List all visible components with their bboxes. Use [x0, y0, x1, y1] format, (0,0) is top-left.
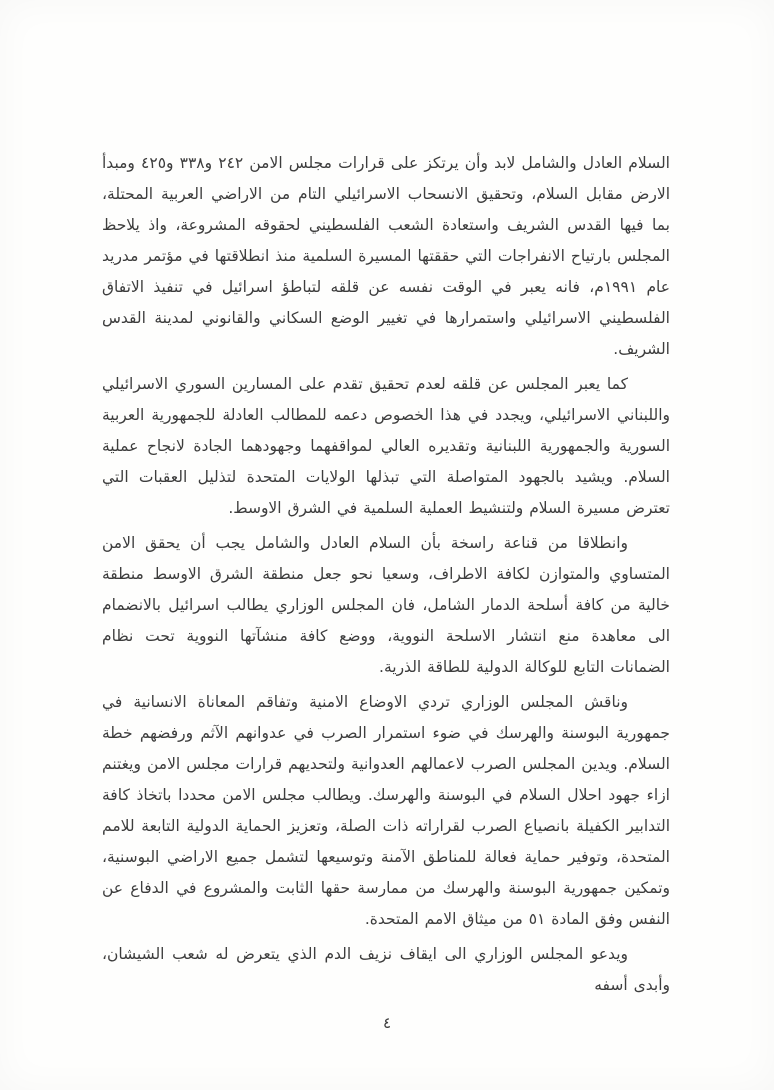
paragraph-bosnia-herzegovina: وناقش المجلس الوزاري تردي الاوضاع الامنية وتفاقم المعاناة الانسانية في جمهورية البوسنة والهرسك في ضوء استمرار الصرب في عدوانهم الآثم ورفضهم خطة السلام. ويدين المجلس الصرب لاعمالهم العدوانية ولتحديهم قرارات مجلس الامن ويغتنم ازاء جهود احلال السلام في البوسنة والهرسك. ويطالب مجلس الامن محددا باتخاذ كافة التدابير الكفيلة بانصياع الصرب لقراراته ذات الصلة، وتعزيز الحماية الدولية التابعة للامم المتحدة، وتوفير حماية فعالة للمناطق الآمنة وتوسيعها لتشمل جميع الاراضي البوسنية، وتمكين جمهورية البوسنة والهرسك من ممارسة حقها الثابت والمشروع في الدفاع عن النفس وفق المادة ٥١ من ميثاق الامم المتحدة.: [102, 693, 670, 928]
paragraph-peace-resolutions: السلام العادل والشامل لابد وأن يرتكز على قرارات مجلس الامن ٢٤٢ و٣٣٨ و٤٢٥ ومبدأ الارض مقابل السلام، وتحقيق الانسحاب الاسرائيلي التام من الاراضي العربية المحتلة، بما فيها القدس الشريف واستعادة الشعب الفلسطيني لحقوقه المشروعة، واذ يلاحظ المجلس بارتياح الانفراجات التي حققتها المسيرة السلمية منذ انطلاقتها في مؤتمر مدريد عام ١٩٩١م، فانه يعبر في الوقت نفسه عن قلقه لتباطؤ اسرائيل في تنفيذ الاتفاق الفلسطيني الاسرائيلي واستمرارها في تغيير الوضع السكاني والقانوني لمدينة القدس الشريف.: [102, 154, 671, 358]
paragraph-nuclear-nonproliferation: وانطلاقا من قناعة راسخة بأن السلام العادل والشامل يجب أن يحقق الامن المتساوي والمتوازن لكافة الاطراف، وسعيا نحو جعل منطقة الشرق الاوسط منطقة خالية من كافة أسلحة الدمار الشامل، فان المجلس الوزاري يطالب اسرائيل بالانضمام الى معاهدة منع انتشار الاسلحة النووية، ووضع كافة منشآتها النووية تحت نظام الضمانات التابع للوكالة الدولية للطاقة الذرية.: [102, 534, 670, 676]
document-text-block: [102, 148, 670, 1005]
paragraph-chechnya: ويدعو المجلس الوزاري الى ايقاف نزيف الدم الذي يتعرض له شعب الشيشان، وأبدى أسفه: [102, 945, 670, 994]
paragraph-syrian-lebanese-tracks: كما يعبر المجلس عن قلقه لعدم تحقيق تقدم على المسارين السوري الاسرائيلي واللبناني الاسرائيلي، ويجدد في هذا الخصوص دعمه للمطالب العادلة للجمهورية العربية السورية والجمهورية اللبنانية وتقديره العالي لمواقفهما وجهودهما الجادة لانجاح عملية السلام. ويشيد بالجهود المتواصلة التي تبذلها الولايات المتحدة لتذليل العقبات التي تعترض مسيرة السلام ولتنشيط العملية السلمية في الشرق الاوسط.: [102, 375, 670, 517]
page-number: ٤: [382, 1014, 392, 1032]
